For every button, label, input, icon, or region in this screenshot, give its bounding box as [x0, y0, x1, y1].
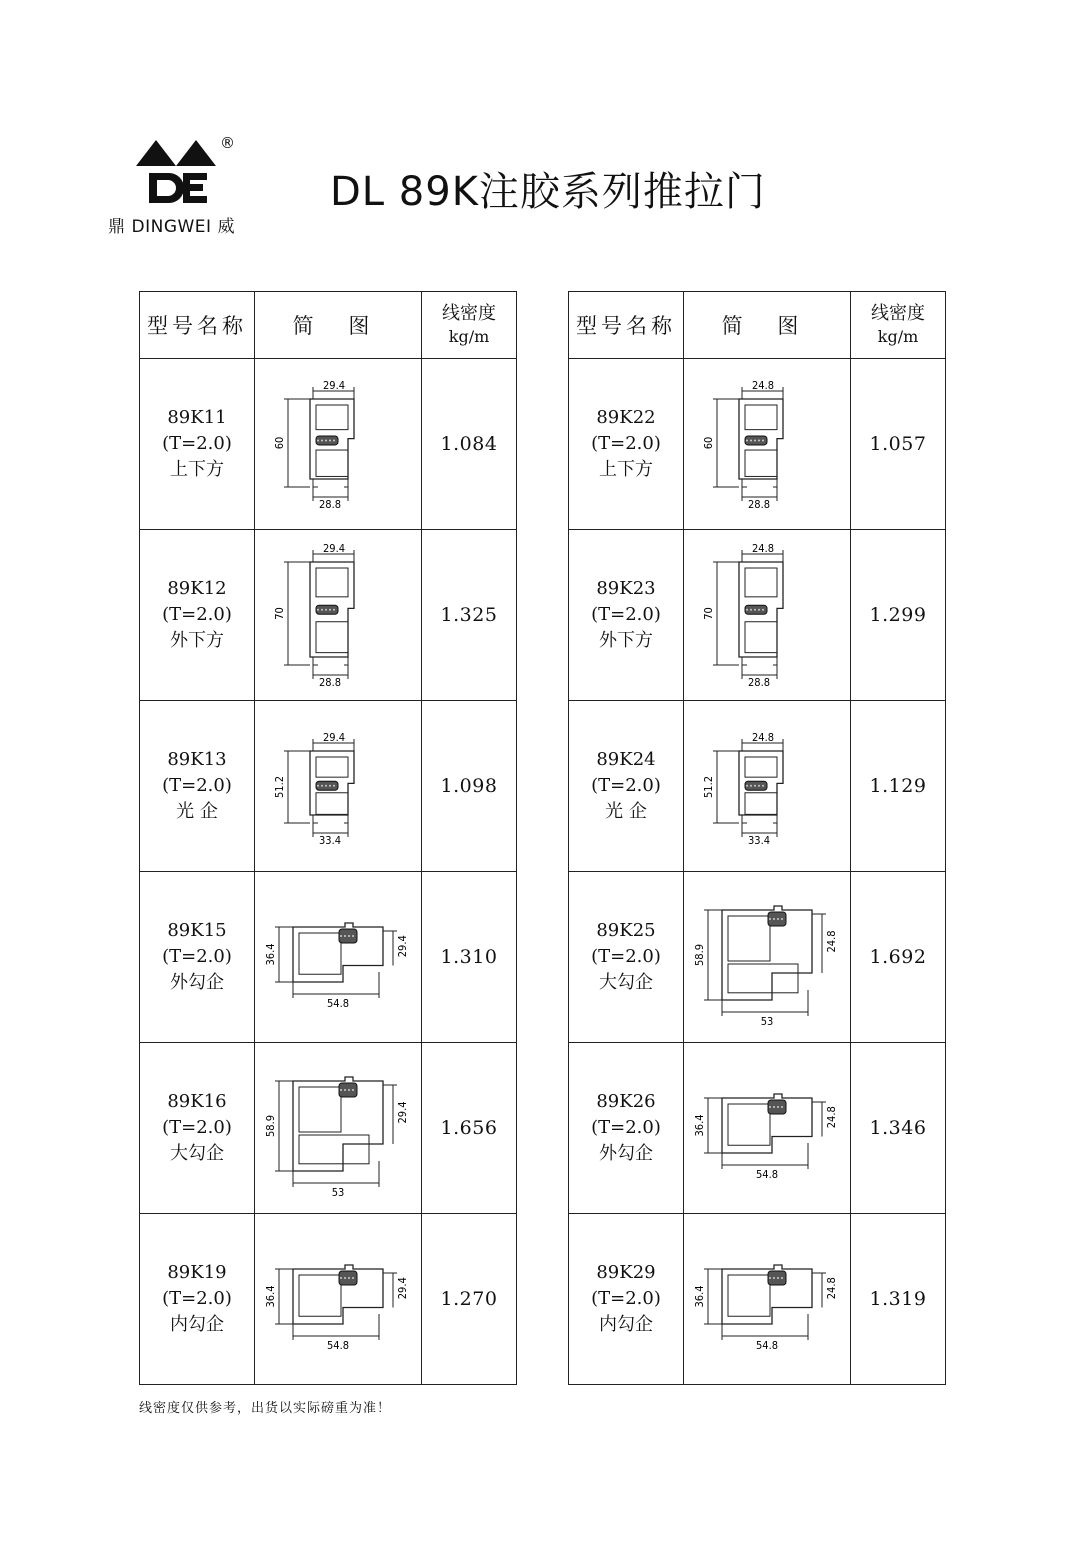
dim-bottom: 53: [760, 1015, 774, 1028]
table-row: [140, 872, 517, 1043]
dim-height: 60: [273, 436, 286, 450]
brand-logo: [108, 130, 258, 240]
model-name: 光 企: [176, 801, 218, 822]
dim-right: 29.4: [396, 1277, 409, 1300]
dim-height: 51.2: [273, 775, 286, 799]
density-value: 1.656: [422, 1043, 517, 1214]
model-model: 89K15: [167, 920, 227, 941]
dim-right: 24.8: [825, 1277, 838, 1300]
model-model: 89K23: [596, 578, 656, 599]
dim-bottom: 33.4: [318, 834, 342, 847]
model-name: 上下方: [170, 459, 224, 480]
dim-right: 29.4: [396, 1101, 409, 1124]
header-model: 型号名称: [140, 292, 255, 359]
model-name: 内勾企: [599, 1314, 653, 1335]
dim-bottom: 28.8: [747, 676, 771, 689]
profile-diagram: [684, 1214, 851, 1385]
header-model: 型号名称: [569, 292, 684, 359]
model-model: 89K19: [167, 1262, 227, 1283]
profile-diagram: [255, 701, 422, 872]
profile-section-drawing: [258, 882, 418, 1032]
table-row: [569, 359, 946, 530]
dim-right: 24.8: [825, 930, 838, 953]
density-value: 1.270: [422, 1214, 517, 1385]
table-row: [569, 1214, 946, 1385]
header-diagram: 简 图: [255, 292, 422, 359]
profile-diagram: [684, 701, 851, 872]
model-cell: [569, 1214, 684, 1385]
model-thickness: (T=2.0): [162, 775, 232, 796]
profile-section-drawing: [687, 1224, 847, 1374]
table-row: [569, 872, 946, 1043]
model-name: 大勾企: [599, 972, 653, 993]
footnote: 线密度仅供参考，出货以实际磅重为准！: [139, 1401, 392, 1416]
dim-bottom: 54.8: [755, 1339, 779, 1352]
model-model: 89K13: [167, 749, 227, 770]
model-cell: [569, 701, 684, 872]
dim-height: 36.4: [693, 1114, 706, 1137]
model-thickness: (T=2.0): [591, 433, 661, 454]
dim-right: 24.8: [825, 1106, 838, 1129]
dim-height: 36.4: [693, 1285, 706, 1308]
profile-section-drawing: [687, 711, 847, 861]
header-diagram: 简 图: [684, 292, 851, 359]
model-thickness: (T=2.0): [591, 1288, 661, 1309]
profile-diagram: [684, 872, 851, 1043]
model-model: 89K29: [596, 1262, 656, 1283]
model-cell: [569, 872, 684, 1043]
dim-bottom: 28.8: [318, 676, 342, 689]
model-name: 光 企: [605, 801, 647, 822]
header-density: 线密度 kg/m: [851, 292, 946, 359]
dim-height: 36.4: [264, 943, 277, 966]
profile-table-right: [568, 291, 946, 1385]
table-row: [569, 701, 946, 872]
dim-bottom: 33.4: [747, 834, 771, 847]
model-model: 89K25: [596, 920, 656, 941]
profile-section-drawing: [258, 369, 418, 519]
registered-mark: ®: [220, 134, 235, 152]
dim-top: 29.4: [322, 731, 346, 744]
dingwei-logo-icon: [136, 136, 216, 206]
table-row: [569, 530, 946, 701]
table-row: [140, 1043, 517, 1214]
model-thickness: (T=2.0): [162, 1288, 232, 1309]
density-value: 1.692: [851, 872, 946, 1043]
density-value: 1.299: [851, 530, 946, 701]
profile-diagram: [255, 359, 422, 530]
model-name: 外下方: [599, 630, 653, 651]
dim-right: 29.4: [396, 935, 409, 958]
dim-height: 36.4: [264, 1285, 277, 1308]
table-row: [140, 530, 517, 701]
model-model: 89K26: [596, 1091, 656, 1112]
model-cell: [140, 530, 255, 701]
model-cell: [140, 1043, 255, 1214]
model-model: 89K22: [596, 407, 656, 428]
model-thickness: (T=2.0): [162, 433, 232, 454]
dim-bottom: 28.8: [747, 498, 771, 511]
model-name: 外勾企: [170, 972, 224, 993]
dim-height: 58.9: [264, 1114, 277, 1138]
profile-section-drawing: [687, 369, 847, 519]
model-cell: [569, 359, 684, 530]
model-name: 外勾企: [599, 1143, 653, 1164]
table-row: [140, 701, 517, 872]
density-value: 1.310: [422, 872, 517, 1043]
dim-bottom: 53: [331, 1186, 345, 1199]
model-cell: [569, 1043, 684, 1214]
density-value: 1.057: [851, 359, 946, 530]
model-thickness: (T=2.0): [162, 1117, 232, 1138]
dim-bottom: 54.8: [755, 1168, 779, 1181]
density-value: 1.098: [422, 701, 517, 872]
profile-diagram: [684, 530, 851, 701]
dim-top: 24.8: [751, 542, 775, 555]
profile-diagram: [684, 1043, 851, 1214]
profile-diagram: [684, 359, 851, 530]
model-model: 89K16: [167, 1091, 227, 1112]
dim-bottom: 28.8: [318, 498, 342, 511]
profile-diagram: [255, 872, 422, 1043]
model-cell: [140, 1214, 255, 1385]
density-value: 1.319: [851, 1214, 946, 1385]
dim-height: 60: [702, 436, 715, 450]
table-row: [140, 359, 517, 530]
dim-top: 29.4: [322, 542, 346, 555]
profile-section-drawing: [258, 711, 418, 861]
model-name: 大勾企: [170, 1143, 224, 1164]
dim-top: 24.8: [751, 731, 775, 744]
model-thickness: (T=2.0): [591, 1117, 661, 1138]
density-value: 1.084: [422, 359, 517, 530]
dim-bottom: 54.8: [326, 997, 350, 1010]
model-thickness: (T=2.0): [591, 604, 661, 625]
dim-top: 29.4: [322, 379, 346, 392]
profile-diagram: [255, 1214, 422, 1385]
dim-height: 70: [273, 607, 286, 620]
model-cell: [569, 530, 684, 701]
page-title: DL 89K注胶系列推拉门: [330, 169, 766, 215]
profile-section-drawing: [687, 882, 847, 1032]
model-name: 上下方: [599, 459, 653, 480]
dim-height: 70: [702, 607, 715, 620]
profile-section-drawing: [258, 1053, 418, 1203]
profile-section-drawing: [258, 540, 418, 690]
profile-diagram: [255, 1043, 422, 1214]
profile-section-drawing: [687, 540, 847, 690]
model-thickness: (T=2.0): [591, 946, 661, 967]
profile-diagram: [255, 530, 422, 701]
model-model: 89K11: [167, 407, 227, 428]
model-name: 内勾企: [170, 1314, 224, 1335]
density-value: 1.129: [851, 701, 946, 872]
dim-height: 58.9: [693, 943, 706, 967]
dim-bottom: 54.8: [326, 1339, 350, 1352]
profile-section-drawing: [258, 1224, 418, 1374]
model-model: 89K12: [167, 578, 227, 599]
model-thickness: (T=2.0): [162, 604, 232, 625]
model-model: 89K24: [596, 749, 656, 770]
model-cell: [140, 701, 255, 872]
model-thickness: (T=2.0): [162, 946, 232, 967]
brand-name: 鼎 DINGWEI 威: [108, 217, 236, 237]
model-cell: [140, 359, 255, 530]
dim-height: 51.2: [702, 775, 715, 799]
model-name: 外下方: [170, 630, 224, 651]
profile-section-drawing: [687, 1053, 847, 1203]
table-row: [140, 1214, 517, 1385]
density-value: 1.346: [851, 1043, 946, 1214]
density-value: 1.325: [422, 530, 517, 701]
dim-top: 24.8: [751, 379, 775, 392]
header-density: 线密度 kg/m: [422, 292, 517, 359]
profile-table-left: [139, 291, 517, 1385]
table-row: [569, 1043, 946, 1214]
model-cell: [140, 872, 255, 1043]
model-thickness: (T=2.0): [591, 775, 661, 796]
